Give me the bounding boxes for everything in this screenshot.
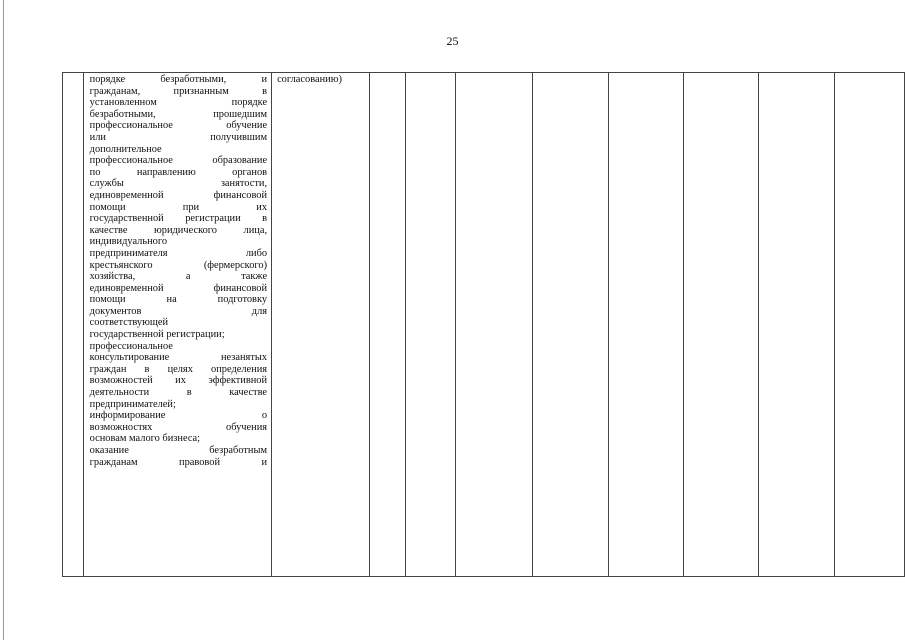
description-line: профессиональное обучение (89, 120, 268, 132)
table-cell-executor (272, 73, 370, 577)
description-line: порядке безработными, и (89, 74, 268, 85)
description-line: граждан в целях определения (89, 363, 268, 375)
description-line: службы занятости, (89, 178, 268, 190)
table-cell-empty (759, 73, 835, 577)
description-line: гражданам правовой и (89, 456, 268, 468)
table-cell-empty (456, 73, 533, 577)
table-cell-empty (533, 73, 609, 577)
table-cell-empty (683, 73, 759, 577)
description-line: документов для (89, 305, 268, 317)
description-line: оказание безработным (89, 445, 268, 456)
table-cell-empty (406, 73, 456, 577)
description-line: или получившим (89, 131, 268, 143)
description-line: по направлению органов (89, 166, 268, 178)
description-line: предпринимателей; (89, 398, 176, 410)
description-line: единовременной финансовой (89, 189, 268, 201)
description-line: соответствующей (89, 317, 169, 329)
document-table (62, 72, 905, 577)
description-text (84, 73, 271, 468)
description-line: консультирование незанятых (89, 352, 268, 364)
scan-edge-line (3, 0, 4, 640)
description-line: безработными, прошедшим (89, 108, 268, 120)
description-line: гражданам, признанным в (89, 85, 268, 97)
description-line: установленном порядке (89, 97, 268, 109)
table-cell-empty (608, 73, 683, 577)
description-line: индивидуального (89, 236, 168, 248)
description-line: помощи при их (89, 201, 268, 213)
description-line: деятельности в качестве (89, 387, 268, 399)
description-line: помощи на подготовку (89, 294, 268, 306)
description-line: основам малого бизнеса; (89, 433, 201, 445)
table-row (63, 73, 905, 577)
description-line: качестве юридического лица, (89, 224, 268, 236)
description-line: государственной регистрации; (89, 329, 225, 341)
description-line: профессиональное (89, 340, 173, 352)
description-line: возможностях обучения (89, 421, 268, 433)
table-cell-number (63, 73, 84, 577)
description-line: единовременной финансовой (89, 282, 268, 294)
description-line: хозяйства, а также (89, 271, 268, 283)
description-line: предпринимателя либо (89, 247, 268, 259)
description-line: возможностей их эффективной (89, 375, 268, 387)
description-line: государственной регистрации в (89, 213, 268, 225)
table-cell-empty (835, 73, 905, 577)
description-line: информирование о (89, 410, 268, 422)
description-line: профессиональное образование (89, 155, 268, 167)
page-number: 25 (446, 34, 459, 48)
table-cell-empty (369, 73, 405, 577)
description-line: крестьянского (фермерского) (89, 259, 268, 271)
table-cell-description (83, 73, 271, 577)
description-line: дополнительное (89, 143, 162, 155)
executor-text: согласованию) (277, 74, 342, 85)
